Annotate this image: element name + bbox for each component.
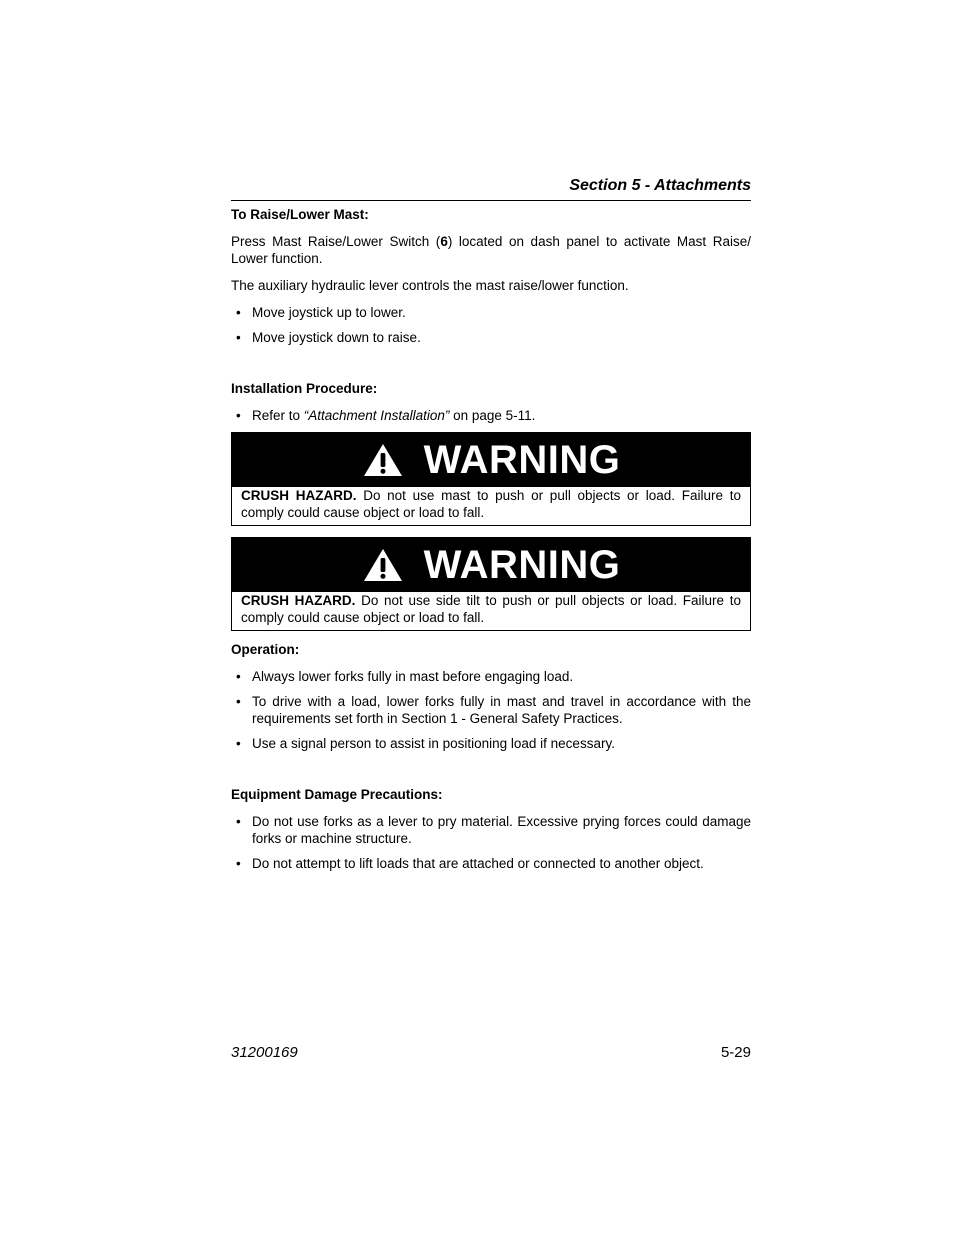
warning-message: CRUSH HAZARD. Do not use mast to push or pull objects or load. Failure to comply could cause object or load to fall. bbox=[241, 488, 741, 520]
warning-title: WARNING bbox=[423, 542, 621, 587]
list-item: • Move joystick down to raise. bbox=[236, 330, 421, 345]
list-item: • Use a signal person to assist in positioning load if necessary. bbox=[236, 736, 615, 751]
bullet-icon: • bbox=[236, 305, 241, 320]
warning-title: WARNING bbox=[423, 437, 621, 482]
raise-lower-paragraph-1 bbox=[231, 233, 751, 267]
bullet-icon: • bbox=[236, 408, 241, 423]
header-rule bbox=[231, 200, 751, 201]
hazard-lead: CRUSH HAZARD. bbox=[241, 593, 356, 608]
list-item: • To drive with a load, lower forks fully in mast and travel in accordance with the requirements set forth in Section 1 - General Safety Practices. bbox=[236, 694, 751, 726]
list-item: • Do not use forks as a lever to pry material. Excessive prying forces could damage forks or machine structure. bbox=[236, 814, 751, 846]
bullet-icon: • bbox=[236, 856, 241, 871]
section-title: Section 5 - Attachments bbox=[569, 177, 751, 194]
warning-box-mast bbox=[231, 432, 751, 526]
page-content bbox=[231, 206, 751, 880]
bullet-icon: • bbox=[236, 694, 241, 709]
list-item: • Refer to “Attachment Installation” on page 5-11. bbox=[236, 408, 536, 423]
warning-banner bbox=[232, 433, 750, 487]
warning-triangle-icon bbox=[362, 547, 404, 583]
bullet-icon: • bbox=[236, 669, 241, 684]
list-item: • Move joystick up to lower. bbox=[236, 305, 406, 320]
cross-reference: “Attachment Installation” bbox=[303, 408, 450, 423]
installation-heading: Installation Procedure: bbox=[231, 381, 378, 396]
installation-bullets bbox=[231, 407, 751, 424]
raise-lower-bullets bbox=[231, 304, 751, 346]
bullet-icon: • bbox=[236, 330, 241, 345]
document-number: 31200169 bbox=[231, 1044, 298, 1061]
list-item: • Do not attempt to lift loads that are attached or connected to another object. bbox=[236, 856, 704, 871]
switch-number: 6 bbox=[440, 234, 448, 249]
para1-before: Press Mast Raise/Lower Switch ( bbox=[231, 234, 441, 249]
warning-box-side-tilt bbox=[231, 537, 751, 631]
warning-triangle-icon bbox=[362, 442, 404, 478]
manual-page bbox=[231, 0, 751, 1235]
warning-banner bbox=[232, 538, 750, 592]
list-item: • Always lower forks fully in mast before engaging load. bbox=[236, 669, 574, 684]
warning-message: CRUSH HAZARD. Do not use side tilt to push or pull objects or load. Failure to comply could cause object or load to fall. bbox=[241, 593, 741, 625]
bullet-icon: • bbox=[236, 736, 241, 751]
raise-lower-paragraph-2: The auxiliary hydraulic lever controls the mast raise/lower function. bbox=[231, 278, 629, 293]
operation-heading: Operation: bbox=[231, 642, 300, 657]
raise-lower-heading: To Raise/Lower Mast: bbox=[231, 207, 369, 222]
hazard-lead: CRUSH HAZARD. bbox=[241, 488, 357, 503]
para1-after: ) located on dash panel to activate Mast Raise/ Lower function. bbox=[231, 234, 751, 266]
equipment-damage-heading: Equipment Damage Precautions: bbox=[231, 787, 443, 802]
page-number: 5-29 bbox=[720, 1044, 751, 1061]
equipment-damage-bullets bbox=[231, 813, 751, 872]
bullet-icon: • bbox=[236, 814, 241, 829]
operation-bullets bbox=[231, 668, 751, 752]
